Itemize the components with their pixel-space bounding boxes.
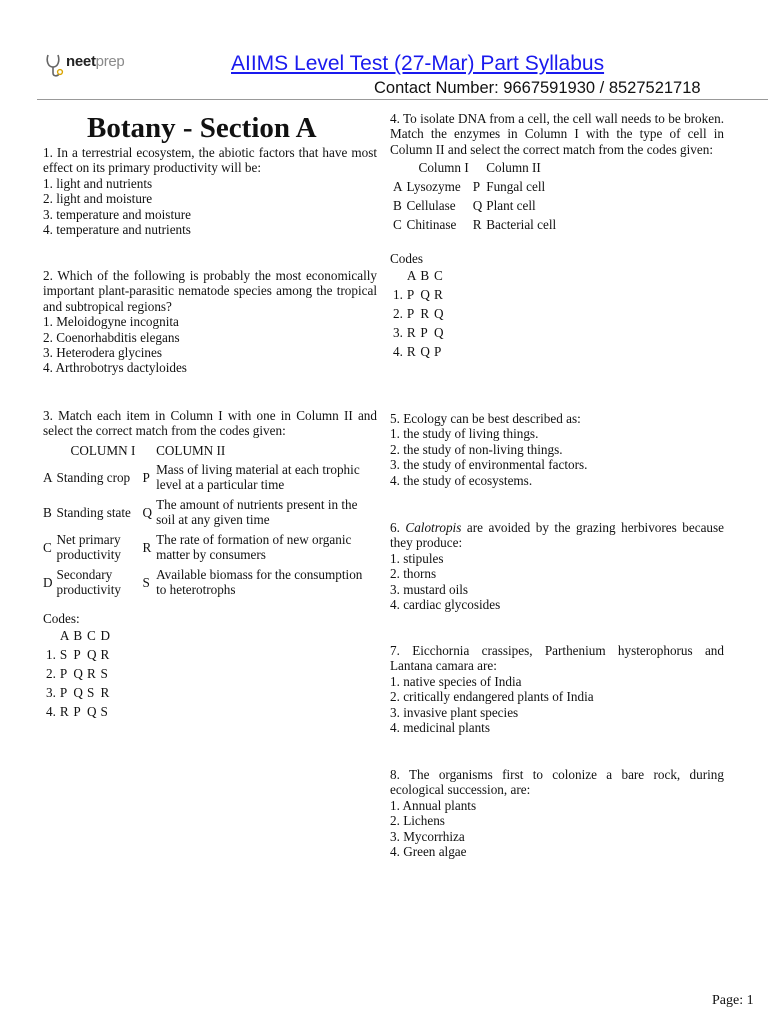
code-value: P [73, 704, 81, 720]
question-text: 2. Which of the following is probably the most economically important plant-parasitic nematode species among the tropical and subtropical regions? [43, 268, 377, 314]
row-letter: D [43, 574, 53, 590]
logo-text [66, 53, 124, 70]
row-letter: B [43, 504, 52, 520]
code-row [44, 702, 112, 721]
code-value: R [100, 647, 110, 663]
option: 2. Lichens [390, 813, 445, 829]
question-text: 3. Match each item in Column I with one in Column II and select the correct match from the codes given: [43, 408, 377, 439]
row-letter: Q [472, 198, 483, 214]
question-text [390, 520, 724, 551]
logo-main: neet [66, 53, 96, 70]
option: 2. light and moisture [43, 191, 153, 207]
stethoscope-icon [44, 53, 66, 79]
column-ii-item: Plant cell [486, 198, 536, 214]
column-i-item: Standing crop [56, 469, 131, 485]
code-number: 2. [46, 666, 56, 682]
row-letter: C [43, 539, 52, 555]
code-value: P [59, 685, 68, 701]
code-value: Q [73, 666, 83, 682]
match-row [41, 530, 377, 565]
question-prefix: 6. [390, 520, 406, 535]
options [390, 426, 724, 488]
section-title: Botany - Section A [87, 112, 317, 144]
match-row [391, 215, 558, 234]
question-text: 4. To isolate DNA from a cell, the cell wall needs to be broken. Match the enzymes in Column I with the type of cell in Column II and select the correct match from the codes given: [390, 111, 724, 157]
code-value: P [406, 287, 415, 303]
column-ii-item: The rate of formation of new organic matter by consumers [156, 531, 352, 563]
code-value: R [100, 685, 110, 701]
code-value: R [86, 666, 96, 682]
option: 4. temperature and nutrients [43, 222, 191, 238]
match-row [41, 565, 377, 600]
code-value: S [59, 647, 68, 663]
plant-name: Calotropis [405, 520, 462, 535]
option: 1. stipules [390, 550, 444, 566]
question-rest: are avoided by the grazing herbivores because they produce: [390, 520, 725, 551]
code-value: Q [86, 647, 97, 663]
code-value: S [86, 685, 95, 701]
row-letter: B [393, 198, 402, 214]
code-header: C [86, 628, 96, 644]
code-row [391, 305, 445, 324]
code-header: A [406, 268, 417, 284]
column-header: Column II [486, 160, 541, 176]
code-value: S [100, 704, 108, 720]
page-number: Page: 1 [712, 993, 754, 1008]
question-text: 1. In a terrestrial ecosystem, the abiotic factors that have most effect on its primary productivity will be: [43, 145, 377, 176]
column-i-item: Chitinase [406, 217, 457, 233]
options [390, 798, 724, 860]
options [390, 674, 724, 736]
code-value: R [406, 344, 416, 360]
question-text: 5. Ecology can be best described as: [390, 411, 581, 426]
option: 1. the study of living things. [390, 426, 539, 442]
row-letter: A [393, 179, 403, 195]
header-divider [37, 99, 768, 100]
option: 4. Arthrobotrys dactyloides [43, 360, 187, 376]
option: 2. Coenorhabditis elegans [43, 329, 180, 345]
question-7 [390, 643, 724, 735]
row-letter: C [393, 217, 402, 233]
column-header: Column I [418, 160, 469, 176]
row-letter: A [43, 469, 53, 485]
code-number: 4. [393, 344, 403, 360]
option: 3. invasive plant species [390, 704, 519, 720]
question-text: 8. The organisms first to colonize a bare rock, during ecological succession, are: [390, 767, 724, 798]
match-table [391, 158, 558, 234]
column-ii-item: Fungal cell [486, 179, 546, 195]
code-header: B [420, 268, 430, 284]
code-value: Q [86, 704, 97, 720]
match-header-row [391, 158, 558, 177]
code-value: P [59, 666, 68, 682]
option: 3. Heterodera glycines [43, 345, 163, 361]
column-ii-item: Bacterial cell [486, 217, 557, 233]
code-row [391, 343, 445, 362]
question-1 [43, 145, 377, 237]
column-ii-item: Mass of living material at each trophic level at a particular time [156, 461, 360, 493]
code-value: Q [433, 325, 444, 341]
column-i-item: Secondary productivity [56, 566, 121, 598]
option: 1. Annual plants [390, 797, 477, 813]
logo-sub: prep [95, 53, 125, 70]
options [43, 176, 377, 238]
code-number: 1. [46, 647, 56, 663]
option: 3. temperature and moisture [43, 206, 191, 222]
code-number: 3. [393, 325, 403, 341]
question-2 [43, 268, 377, 376]
code-number: 1. [393, 287, 403, 303]
test-title-link[interactable]: AIIMS Level Test (27-Mar) Part Syllabus [231, 52, 605, 75]
codes-label: Codes: [43, 610, 80, 626]
code-row [391, 286, 445, 305]
question-text: 7. Eicchornia crassipes, Parthenium hysterophorus and Lantana camara are: [390, 643, 724, 674]
column-i-item: Net primary productivity [56, 531, 121, 563]
column-i-item: Lysozyme [406, 179, 461, 195]
codes-table [391, 267, 445, 362]
code-row [44, 645, 112, 664]
code-value: Q [420, 287, 430, 303]
column-header: COLUMN II [156, 442, 226, 458]
question-5 [390, 411, 724, 488]
question-3 [43, 408, 377, 721]
column-i-item: Standing state [56, 504, 131, 520]
code-value: Q [433, 306, 444, 322]
match-row [391, 196, 558, 215]
code-value: S [100, 666, 108, 682]
code-row [391, 324, 445, 343]
column-header: COLUMN I [70, 442, 136, 458]
option: 3. the study of environmental factors. [390, 457, 588, 473]
code-header: A [59, 628, 70, 644]
code-value: R [433, 287, 443, 303]
option: 2. thorns [390, 566, 437, 582]
contact-number: Contact Number: 9667591930 / 8527521718 [374, 79, 701, 97]
match-header-row [41, 441, 377, 460]
column-i-item: Cellulase [406, 198, 456, 214]
match-row [41, 460, 377, 495]
option: 4. medicinal plants [390, 720, 490, 736]
option: 4. Green algae [390, 844, 467, 860]
codes-table [44, 626, 112, 721]
code-header: B [73, 628, 83, 644]
code-value: R [59, 704, 69, 720]
option: 2. critically endangered plants of India [390, 689, 594, 705]
code-number: 2. [393, 306, 403, 322]
code-value: R [406, 325, 416, 341]
row-letter: R [142, 539, 152, 555]
codes-header-row [391, 267, 445, 286]
options [43, 314, 377, 376]
code-value: Q [73, 685, 83, 701]
match-row [41, 495, 377, 530]
row-letter: S [142, 574, 150, 590]
column-ii-item: The amount of nutrients present in the soil at any given time [156, 496, 358, 528]
row-letter: P [142, 469, 150, 485]
option: 1. native species of India [390, 673, 522, 689]
question-6 [390, 520, 724, 612]
option: 3. mustard oils [390, 581, 469, 597]
code-header: D [100, 628, 111, 644]
options [390, 551, 724, 613]
codes-header-row [44, 626, 112, 645]
option: 1. light and nutrients [43, 175, 153, 191]
option: 4. the study of ecosystems. [390, 472, 533, 488]
neetprep-logo [44, 53, 66, 79]
question-8 [390, 767, 724, 859]
option: 1. Meloidogyne incognita [43, 314, 179, 330]
row-letter: P [472, 179, 481, 195]
row-letter: R [472, 217, 482, 233]
code-number: 4. [46, 704, 56, 720]
code-number: 3. [46, 685, 56, 701]
option: 2. the study of non-living things. [390, 441, 563, 457]
option: 4. cardiac glycosides [390, 597, 501, 613]
option: 3. Mycorrhiza [390, 828, 465, 844]
column-ii-item: Available biomass for the consumption to heterotrophs [156, 566, 363, 598]
code-row [44, 683, 112, 702]
code-value: R [420, 306, 430, 322]
question-4 [390, 111, 724, 362]
match-row [391, 177, 558, 196]
code-value: P [433, 344, 442, 360]
code-value: P [420, 325, 428, 341]
code-value: Q [420, 344, 430, 360]
codes-label: Codes [390, 251, 423, 267]
code-value: P [406, 306, 415, 322]
row-letter: Q [142, 504, 153, 520]
code-value: P [73, 647, 81, 663]
code-header: C [433, 268, 443, 284]
code-row [44, 664, 112, 683]
match-table [41, 441, 377, 600]
